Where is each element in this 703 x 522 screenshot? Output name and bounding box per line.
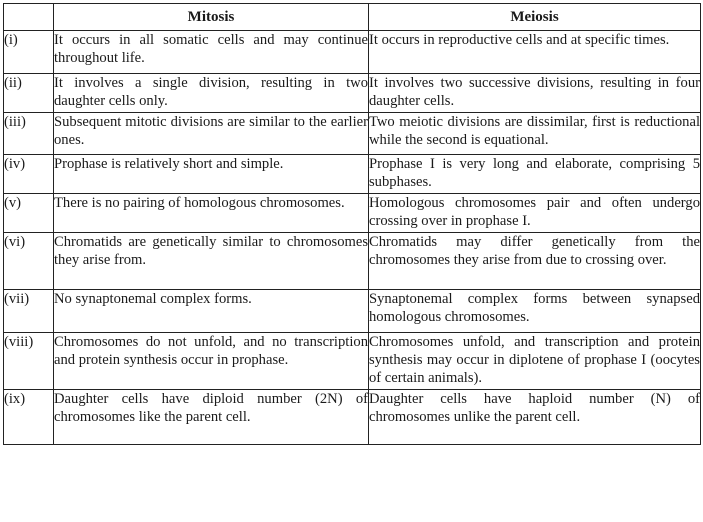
table-row bbox=[4, 74, 701, 113]
mitosis-cell: No synaptonemal complex forms. bbox=[54, 290, 369, 333]
table-row bbox=[4, 390, 701, 445]
row-number: (vii) bbox=[4, 290, 54, 333]
mitosis-cell: Subsequent mitotic divisions are similar to the earlier ones. bbox=[54, 113, 369, 155]
meiosis-cell: Two meiotic divisions are dissimilar, first is reductional while the second is equational. bbox=[369, 113, 701, 155]
table-row bbox=[4, 233, 701, 290]
table-row bbox=[4, 113, 701, 155]
table-row bbox=[4, 155, 701, 194]
meiosis-cell: Prophase I is very long and elaborate, comprising 5 subphases. bbox=[369, 155, 701, 194]
table-row bbox=[4, 31, 701, 74]
row-number: (iv) bbox=[4, 155, 54, 194]
table-row bbox=[4, 290, 701, 333]
row-number: (ii) bbox=[4, 74, 54, 113]
header-row bbox=[4, 4, 701, 31]
meiosis-cell: Chromatids may differ genetically from the chromosomes they arise from due to crossing over. bbox=[369, 233, 701, 290]
table-row bbox=[4, 194, 701, 233]
row-number: (viii) bbox=[4, 333, 54, 390]
mitosis-cell: It involves a single division, resulting in two daughter cells only. bbox=[54, 74, 369, 113]
meiosis-cell: It occurs in reproductive cells and at specific times. bbox=[369, 31, 701, 74]
header-number bbox=[4, 4, 54, 31]
mitosis-cell: It occurs in all somatic cells and may continue throughout life. bbox=[54, 31, 369, 74]
row-number: (v) bbox=[4, 194, 54, 233]
mitosis-cell: Chromosomes do not unfold, and no transcription and protein synthesis occur in prophase. bbox=[54, 333, 369, 390]
row-number: (vi) bbox=[4, 233, 54, 290]
table-row bbox=[4, 333, 701, 390]
mitosis-meiosis-comparison-table bbox=[3, 3, 701, 445]
header-meiosis: Meiosis bbox=[369, 4, 701, 31]
meiosis-cell: Chromosomes unfold, and transcription and protein synthesis may occur in diplotene of prophase I (oocytes of certain animals). bbox=[369, 333, 701, 390]
meiosis-cell: Homologous chromosomes pair and often undergo crossing over in prophase I. bbox=[369, 194, 701, 233]
row-number: (i) bbox=[4, 31, 54, 74]
meiosis-cell: It involves two successive divisions, resulting in four daughter cells. bbox=[369, 74, 701, 113]
row-number: (iii) bbox=[4, 113, 54, 155]
row-number: (ix) bbox=[4, 390, 54, 445]
meiosis-cell: Synaptonemal complex forms between synapsed homologous chromosomes. bbox=[369, 290, 701, 333]
mitosis-cell: Chromatids are genetically similar to chromosomes they arise from. bbox=[54, 233, 369, 290]
mitosis-cell: There is no pairing of homologous chromosomes. bbox=[54, 194, 369, 233]
meiosis-cell: Daughter cells have haploid number (N) of chromosomes unlike the parent cell. bbox=[369, 390, 701, 445]
mitosis-cell: Daughter cells have diploid number (2N) of chromosomes like the parent cell. bbox=[54, 390, 369, 445]
mitosis-cell: Prophase is relatively short and simple. bbox=[54, 155, 369, 194]
header-mitosis: Mitosis bbox=[54, 4, 369, 31]
